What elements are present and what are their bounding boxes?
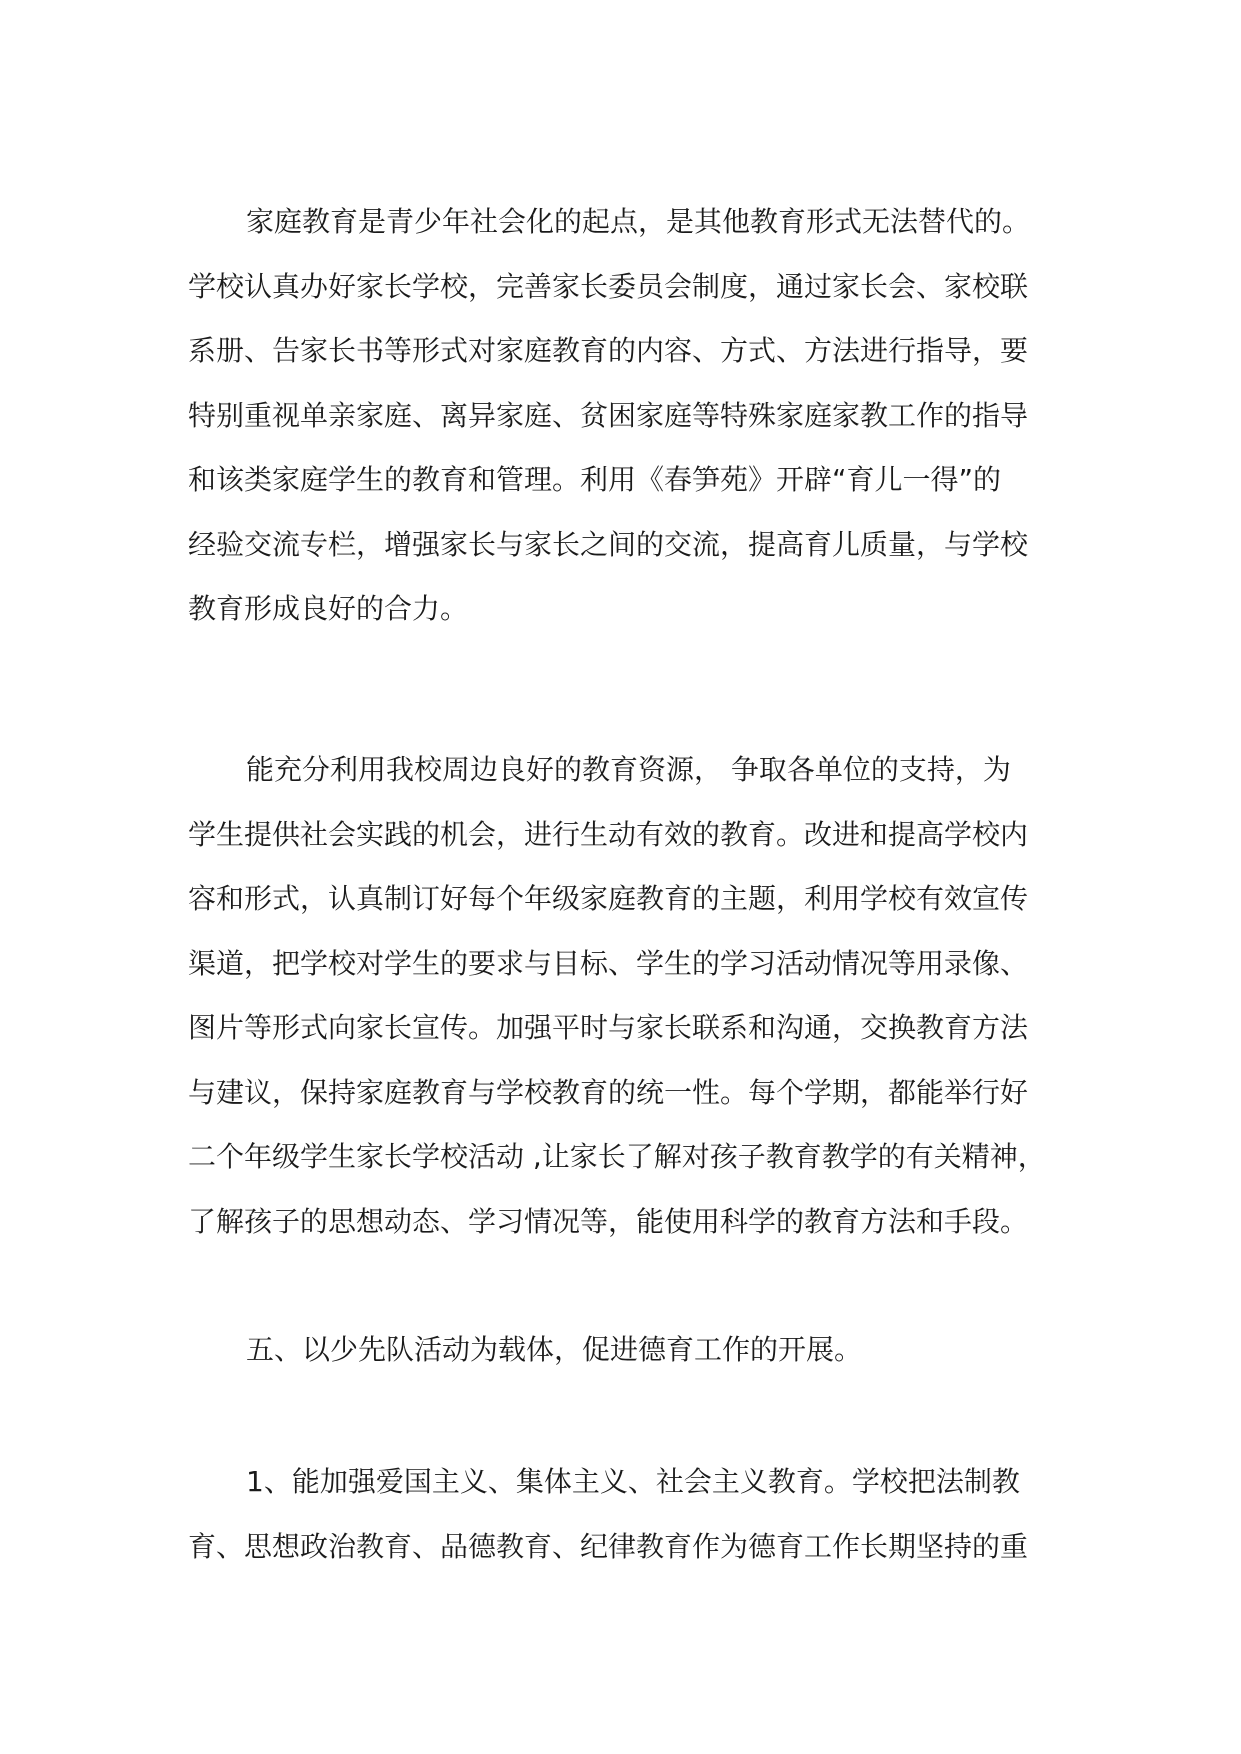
text-line: 二个年级学生家长学校活动 ,让家长了解对孩子教育教学的有关精神， bbox=[188, 1140, 1046, 1173]
text-line: 特别重视单亲家庭、离异家庭、贫困家庭等特殊家庭家教工作的指导 bbox=[188, 398, 1029, 432]
text-line: 教育形成良好的合力。 bbox=[188, 592, 469, 625]
text-line: 学生提供社会实践的机会，进行生动有效的教育。改进和提高学校内 bbox=[188, 817, 1029, 851]
text-line: 渠道，把学校对学生的要求与目标、学生的学习活动情况等用录像、 bbox=[188, 946, 1029, 980]
text-line: 育、思想政治教育、品德教育、纪律教育作为德育工作长期坚持的重 bbox=[188, 1529, 1029, 1563]
text-line: 家庭教育是青少年社会化的起点，是其他教育形式无法替代的。 bbox=[246, 205, 1031, 238]
text-line: 容和形式，认真制订好每个年级家庭教育的主题，利用学校有效宣传 bbox=[188, 882, 1029, 915]
text-line: 了解孩子的思想动态、学习情况等，能使用科学的教育方法和手段。 bbox=[188, 1204, 1029, 1238]
section-heading bbox=[188, 1318, 1068, 1383]
text-line: 和该类家庭学生的教育和管理。利用《春笋苑》开辟“育儿一得”的 bbox=[188, 463, 1002, 496]
text-line: 经验交流专栏，增强家长与家长之间的交流，提高育儿质量，与学校 bbox=[188, 527, 1029, 561]
text-line: 学校认真办好家长学校，完善家长委员会制度，通过家长会、家校联 bbox=[188, 269, 1029, 303]
text-line: 系册、告家长书等形式对家庭教育的内容、方式、方法进行指导，要 bbox=[188, 334, 1029, 367]
text-line: 与建议，保持家庭教育与学校教育的统一性。每个学期，都能举行好 bbox=[188, 1075, 1029, 1109]
paragraph-family-education bbox=[188, 190, 1068, 642]
text-line: 能充分利用我校周边良好的教育资源， 争取各单位的支持，为 bbox=[246, 753, 1011, 786]
text-line: 五、以少先队活动为载体，促进德育工作的开展。 bbox=[246, 1333, 863, 1366]
paragraph-patriotism-education bbox=[188, 1450, 1068, 1579]
text-line: 1、能加强爱国主义、集体主义、社会主义教育。学校把法制教 bbox=[246, 1465, 1020, 1498]
paragraph-community-resources bbox=[188, 738, 1068, 1254]
text-line: 图片等形式向家长宣传。加强平时与家长联系和沟通，交换教育方法 bbox=[188, 1011, 1029, 1044]
